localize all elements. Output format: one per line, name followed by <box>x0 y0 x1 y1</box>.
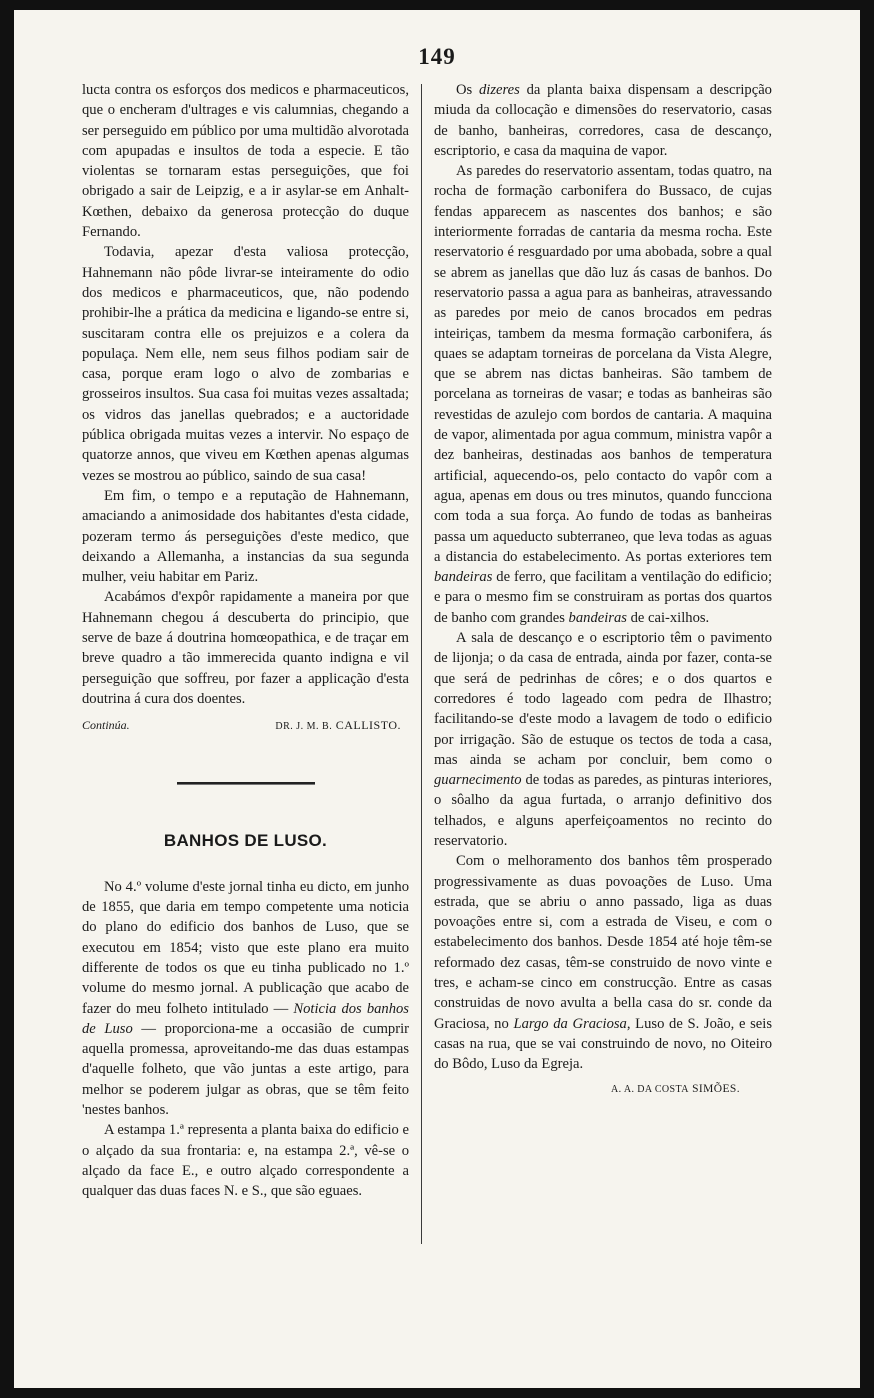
text-run: de ferro, que facilitam a ventilação do edificio; e para o mesmo fim se construiram as portas dos quartos de banho com grandes <box>434 569 772 626</box>
paragraph: Todavia, apezar d'esta valiosa protecção, Hahnemann não pôde livrar-se inteiramente do odio dos medicos e pharmaceuticos, que, não podendo prohibir-lhe a prática da medicina e ligando-se entre si, suscitaram contra elle os prejuizos e a colera da populaça. Nem elle, nem seus filhos podiam sair de casa, porque eram logo o alvo de zombarias e grosseiros insultos. Sua casa foi muitas vezes assaltada; os vidros das janellas quebrados; e a auctoridade pública obrigada muitas vezes a intervir. No espaço de quatorze annos, que viveu em Kœthen apenas algumas vezes se mostrou ao público, saindo de sua casa! <box>82 244 409 484</box>
paragraph: Em fim, o tempo e a reputação de Hahnemann, amaciando a animosidade dos habitantes d'esta cidade, pozeram termo ás perseguições d'este medico, que deixando a Allemanha, a instancias da sua segunda mulher, veiu habitar em Pariz. <box>82 487 409 586</box>
right-column <box>434 80 772 1100</box>
signature-prefix: A. A. DA COSTA <box>610 1083 689 1095</box>
paragraph <box>434 80 772 161</box>
author-name: CALLISTO. <box>335 718 401 733</box>
text-run: de todas as paredes, as pinturas interiores, o sôalho da agua furtada, o arranjo definitivo dos telhados, e alguns aperfeiçoamentos no recinto do reservatorio. <box>434 772 772 849</box>
column-divider <box>421 84 422 1244</box>
section-title: BANHOS DE LUSO. <box>163 830 328 850</box>
section-separator-rule <box>177 782 315 785</box>
paragraph: A estampa 1.ª representa a planta baixa do edificio e o alçado da sua frontaria: e, na estampa 2.ª, vê-se o alçado da face E., e outro alçado correspondente a qualquer das duas faces N. e S., que são eguaes. <box>82 1122 409 1200</box>
text-run: Com o melhoramento dos banhos têm prosperado progressivamente as duas povoações de Luso. Uma estrada, que se abriu o anno passado, liga as duas povoações entre si, com a estrada de Viseu, e com o estabelecimento dos banhos. Desde 1854 até hoje têm-se reformado dez casas, têm-se construido de novo vinte e tres, e acham-se cinco em construcção. Entre as casas construidas de novo avulta a bella casa do sr. conde da Graciosa, no <box>434 853 772 1032</box>
article-signature <box>434 1079 772 1100</box>
paragraph <box>434 851 772 1074</box>
paragraph <box>82 877 409 1121</box>
text-run: No 4.º volume d'este jornal tinha eu dicto, em junho de 1855, que daria em tempo competente uma noticia do plano do edificio dos banhos de Luso, que se executou em 1854; visto que este plano era muito differente de todos os que eu tinha publicado no 1.º volume do mesmo jornal. A publicação que acabo de fazer do meu folheto intitulado — <box>82 878 409 1017</box>
author-prefix: DR. J. M. B. <box>275 721 333 733</box>
paragraph <box>434 161 772 628</box>
paragraph <box>434 628 772 851</box>
left-column <box>82 80 409 1202</box>
text-run: — proporciona-me a occasião de cumprir aquella promessa, aproveitando-me das duas estampas d'aquelle folheto, que vão juntas a este artigo, para melhor se poderem julgar as obras, que se têm feito 'nestes banhos. <box>82 1020 410 1119</box>
text-run: , Luso de S. João, e seis casas na rua, que se vai construindo de novo, no Oiteiro do Bôdo, Luso da Egreja. <box>434 1015 773 1073</box>
italic-word: bandeiras <box>434 569 493 586</box>
continua-note: Continúa. <box>82 718 130 733</box>
italic-word: guarnecimento <box>434 772 522 789</box>
text-run: As paredes do reservatorio assentam, todas quatro, na rocha de formação carbonifera do Bussaco, de cujas fendas apparecem as nascentes dos banhos; e são interiormente forradas de cantaria da mesma rocha. Este reservatorio é resguardado por uma abobada, sobre a qual se abrem as janellas que dão luz ás casas de banhos. Do reservatorio passa a agua para as banheiras, atravessando as paredes por meio de canos brocados em pedras inteiriças, tambem da mesma formação carbonifera, ás quaes se adaptam torneiras de porcelana da Vista Alegre, que se abrem nas dictas banheiras. São tambem de porcelana as torneiras de vasar; e todas as banheiras são revestidas de azulejo com bordos de cantaria. A maquina de vapor, alimentada por agua commum, ministra vapôr a dez banheiras, destinadas aos banhos de temperatura artificial, aquecendo-os, pelo contacto do vapôr com a agua, apenas em dous ou tres minutos, quando funcciona com toda a sua força. Ao fundo de todas as banheiras passa um aqueducto subterraneo, que leva todas as aguas a distancia do estabelecimento. As portas exteriores tem <box>434 163 772 565</box>
signature-name: SIMÕES. <box>692 1082 740 1095</box>
text-run: de cai-xilhos. <box>626 609 710 626</box>
italic-word: dizeres <box>479 82 520 98</box>
text-run: Os <box>456 82 479 98</box>
italic-place: Largo da Graciosa <box>513 1015 627 1032</box>
newspaper-page <box>14 10 860 1388</box>
italic-word: bandeiras <box>568 609 627 626</box>
paragraph: Acabámos d'expôr rapidamente a maneira por que Hahnemann chegou á descuberta do principio, que serve de baze á doutrina homœopathica, e de traçar em breve quadro a tão immerecida quanto indigna e vil perseguição que soffreu, por fazer a applicação d'esta doutrina á cura dos doentes. <box>82 589 409 707</box>
paragraph: lucta contra os esforços dos medicos e pharmaceuticos, que o encheram d'ultrages e vis calumnias, chegando a ser perseguido em público por uma multidão alvorotada com apupadas e insultos de toda a especie. E tão violentas se tornaram estas perseguições, que foi obrigado a sair de Leipzig, e a ir asylar-se em Anhalt-Kœthen, debaixo da generosa protecção do duque Fernando. <box>82 82 409 241</box>
page-number: 149 <box>418 44 456 69</box>
article-signature-row <box>82 715 409 737</box>
italic-title: Noticia dos banhos de Luso <box>82 1000 409 1037</box>
text-run: da planta baixa dispensam a descripção miuda da collocação e dimensões do reservatorio, casas de banho, banheiras, corredores, casa de descanço, escriptorio, e casa da maquina de vapor. <box>434 82 772 159</box>
text-run: A sala de descanço e o escriptorio têm o pavimento de lijonja; o da casa de entrada, ainda por fazer, conta-se que será de pedrinhas de côres; e o dos quartos e corredores é todo lageado com pedra de Ilhastro; facilitando-se d'este modo a lavagem de todo o edificio por irrigação. São de estuque os tectos de toda a casa, mas ainda se acham por concluir, bem como o <box>434 630 772 768</box>
author-signature <box>275 715 401 737</box>
